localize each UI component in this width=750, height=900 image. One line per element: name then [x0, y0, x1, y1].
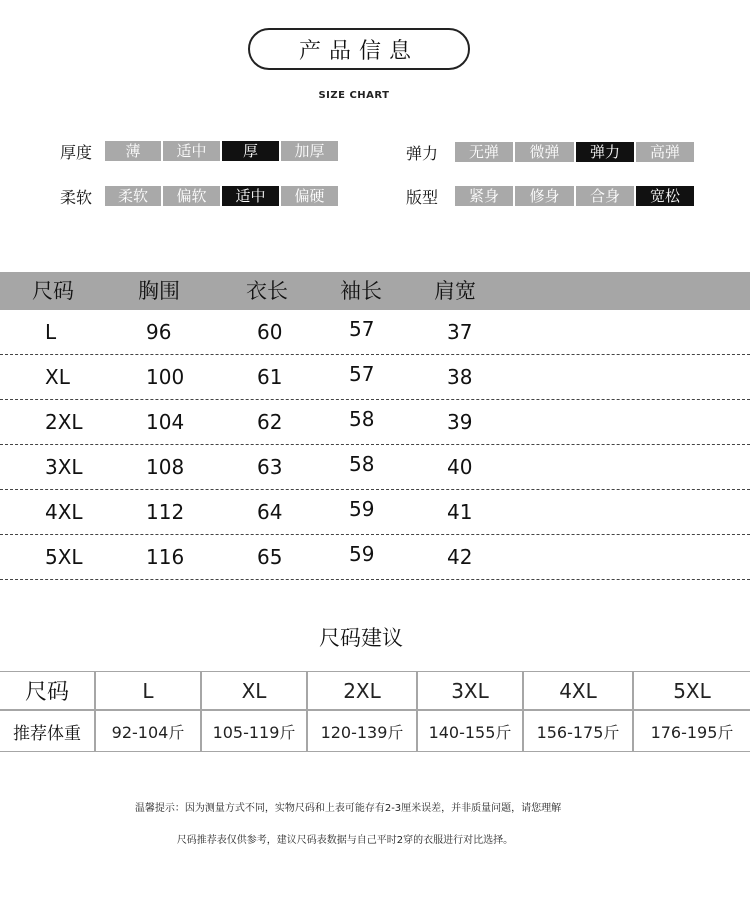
cell-chest: 108: [146, 455, 185, 479]
attr-label: 柔软: [60, 187, 93, 207]
cell-sleeve: 59: [349, 497, 375, 521]
attr-option: 无弹: [455, 142, 513, 162]
attr-option: 紧身: [455, 186, 513, 206]
cell-size: 3XL: [45, 455, 83, 479]
note-measurement: 温馨提示：因为测量方式不同，实物尺码和上表可能存有2-3厘米误差，并非质量问题，请您理解: [134, 803, 562, 814]
rec-weight: 105-119斤: [202, 711, 306, 751]
cell-chest: 96: [146, 320, 172, 344]
attr-option: 柔软: [105, 186, 161, 206]
cell-shoulder: 39: [447, 410, 473, 434]
attr-label: 厚度: [60, 142, 93, 162]
attr-elasticity: [406, 142, 694, 162]
attr-option: 加厚: [281, 141, 338, 161]
table-row: [0, 445, 750, 490]
attr-option-selected: 适中: [222, 186, 279, 206]
cell-length: 65: [257, 545, 283, 569]
attr-label: 版型: [406, 187, 439, 207]
cell-chest: 116: [146, 545, 185, 569]
attr-softness: [60, 186, 338, 206]
cell-sleeve: 58: [349, 452, 375, 476]
attr-option-selected: 宽松: [636, 186, 694, 206]
cell-chest: 100: [146, 365, 185, 389]
attr-thickness: [60, 141, 338, 161]
cell-shoulder: 40: [447, 455, 473, 479]
cell-sleeve: 57: [349, 362, 375, 386]
rec-size: 2XL: [308, 672, 416, 709]
rec-size: L: [96, 672, 200, 709]
attr-option: 偏软: [163, 186, 220, 206]
attr-option: 合身: [576, 186, 634, 206]
size-table-header: [0, 272, 750, 310]
cell-size: 4XL: [45, 500, 83, 524]
attr-option: 高弹: [636, 142, 694, 162]
table-row: [0, 535, 750, 580]
cell-chest: 104: [146, 410, 185, 434]
cell-length: 64: [257, 500, 283, 524]
recommendation-title: 尺码建议: [319, 626, 403, 650]
page-title: 产品信息: [248, 28, 470, 70]
attr-option: 偏硬: [281, 186, 338, 206]
rec-weight: 140-155斤: [418, 711, 522, 751]
rec-weight-label: 推荐体重: [0, 711, 94, 751]
cell-size: 5XL: [45, 545, 83, 569]
recommendation-table: [0, 671, 750, 752]
table-row: [0, 355, 750, 400]
table-row: [0, 310, 750, 355]
table-row: [0, 400, 750, 445]
rec-size: XL: [202, 672, 306, 709]
header-sleeve: 袖长: [340, 279, 382, 303]
cell-length: 61: [257, 365, 283, 389]
attr-option-selected: 弹力: [576, 142, 634, 162]
rec-weight: 156-175斤: [524, 711, 632, 751]
header-shoulder: 肩宽: [434, 279, 476, 303]
cell-shoulder: 38: [447, 365, 473, 389]
attr-option: 微弹: [515, 142, 574, 162]
cell-sleeve: 59: [349, 542, 375, 566]
attr-fit: [406, 186, 694, 206]
rec-size: 5XL: [634, 672, 750, 709]
attr-option-selected: 厚: [222, 141, 279, 161]
rec-weight: 176-195斤: [634, 711, 750, 751]
cell-shoulder: 42: [447, 545, 473, 569]
attr-option: 适中: [163, 141, 220, 161]
table-row: [0, 490, 750, 535]
attr-label: 弹力: [406, 143, 439, 163]
header-length: 衣长: [246, 279, 288, 303]
header-size: 尺码: [32, 279, 74, 303]
size-table: [0, 272, 750, 580]
rec-size: 4XL: [524, 672, 632, 709]
note-reference: 尺码推荐表仅供参考，建议尺码表数据与自己平时2穿的衣服进行对比选择。: [176, 835, 514, 846]
rec-size: 3XL: [418, 672, 522, 709]
cell-size: L: [45, 320, 57, 344]
page-subtitle: SIZE CHART: [318, 90, 390, 101]
cell-length: 60: [257, 320, 283, 344]
cell-shoulder: 41: [447, 500, 473, 524]
header-chest: 胸围: [138, 279, 180, 303]
cell-size: 2XL: [45, 410, 83, 434]
attr-option: 修身: [515, 186, 574, 206]
cell-shoulder: 37: [447, 320, 473, 344]
rec-weight: 92-104斤: [96, 711, 200, 751]
rec-size-label: 尺码: [0, 672, 94, 709]
cell-size: XL: [45, 365, 70, 389]
rec-weight: 120-139斤: [308, 711, 416, 751]
cell-length: 63: [257, 455, 283, 479]
attr-option: 薄: [105, 141, 161, 161]
cell-chest: 112: [146, 500, 185, 524]
cell-length: 62: [257, 410, 283, 434]
cell-sleeve: 57: [349, 317, 375, 341]
cell-sleeve: 58: [349, 407, 375, 431]
